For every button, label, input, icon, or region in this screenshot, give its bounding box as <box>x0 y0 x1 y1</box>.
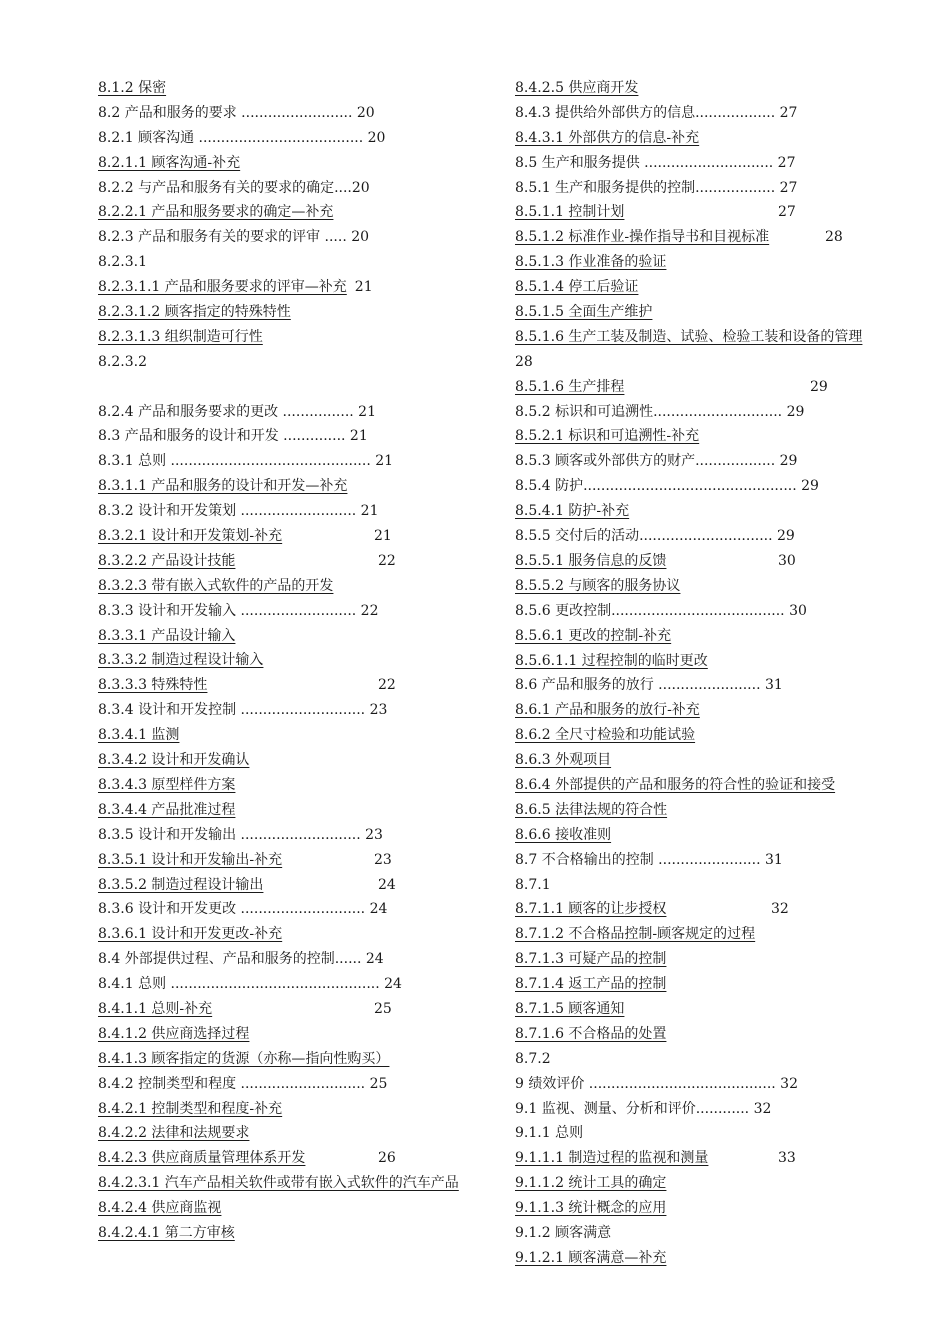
toc-link[interactable]: 8.6.4 外部提供的产品和服务的符合性的验证和接受 <box>515 776 836 793</box>
toc-entry[interactable] <box>98 773 490 798</box>
toc-entry[interactable] <box>98 275 490 300</box>
toc-entry[interactable] <box>515 375 910 400</box>
toc-text: 8.2.3 产品和服务有关的要求的评审 ..... 20 <box>98 229 370 246</box>
toc-entry <box>98 599 490 624</box>
toc-text: 9 绩效评价 .......................................... 32 <box>515 1075 798 1092</box>
toc-entry <box>98 176 490 201</box>
toc-text: 8.3.3 设计和开发输入 .......................... 22 <box>98 602 379 619</box>
toc-link[interactable]: 8.2.3.1.3 组织制造可行性 <box>98 328 263 345</box>
toc-text: 8.3.6 设计和开发更改 ............................ 24 <box>98 901 388 918</box>
toc-link[interactable]: 8.3.3.1 产品设计输入 <box>98 627 236 644</box>
toc-entry <box>98 972 490 997</box>
toc-entry[interactable] <box>515 798 910 823</box>
toc-entry[interactable] <box>98 574 490 599</box>
toc-entry[interactable] <box>515 325 910 350</box>
toc-entry <box>515 524 910 549</box>
toc-text: 8.3.4 设计和开发控制 ............................ 23 <box>98 702 388 719</box>
toc-entry[interactable] <box>515 126 910 151</box>
toc-entry <box>515 474 910 499</box>
toc-text: 8.7 不合格输出的控制 ....................... 31 <box>515 851 783 868</box>
toc-entry <box>515 673 910 698</box>
toc-link[interactable]: 8.4.2.5 供应商开发 <box>515 80 639 96</box>
toc-entry <box>515 400 910 425</box>
toc-entry <box>98 449 490 474</box>
toc-page-number: 21 <box>354 279 373 296</box>
toc-link[interactable]: 8.6.5 法律法规的符合性 <box>515 801 668 818</box>
toc-entry[interactable] <box>98 474 490 499</box>
toc-entry[interactable] <box>98 1221 490 1246</box>
toc-link[interactable]: 8.3.2.2 产品设计技能 <box>98 552 236 569</box>
toc-entry[interactable] <box>98 1196 490 1221</box>
toc-link[interactable]: 8.5.2.1 标识和可追溯性-补充 <box>515 428 700 445</box>
toc-text: 8.3.2 设计和开发策划 .......................... 21 <box>98 503 379 520</box>
toc-entry[interactable] <box>98 325 490 350</box>
toc-page-number: 23 <box>374 851 392 868</box>
toc-link[interactable]: 8.5.5.2 与顾客的服务协议 <box>515 577 681 594</box>
toc-link[interactable]: 8.3.4.2 设计和开发确认 <box>98 752 250 769</box>
toc-text: 8.2.4 产品和服务要求的更改 ................ 21 <box>98 403 376 420</box>
toc-entry[interactable] <box>515 1022 910 1047</box>
toc-link[interactable]: 8.4.2.3.1 汽车产品相关软件或带有嵌入式软件的汽车产品 <box>98 1175 459 1192</box>
toc-entry <box>515 1121 910 1146</box>
toc-entry <box>515 848 910 873</box>
toc-link[interactable]: 8.3.4.1 监测 <box>98 727 180 744</box>
toc-entry[interactable] <box>515 76 910 101</box>
toc-page-number: 28 <box>825 229 843 246</box>
toc-text: 8.5.1 生产和服务提供的控制.................. 27 <box>515 179 798 196</box>
toc-entry[interactable] <box>98 848 490 873</box>
toc-text: 8.7.2 <box>515 1050 551 1067</box>
toc-entry <box>98 1072 490 1097</box>
toc-right-column <box>515 76 910 1271</box>
toc-entry[interactable] <box>98 76 490 101</box>
toc-link[interactable]: 8.2.3.1.1 产品和服务要求的评审—补充 <box>98 279 347 296</box>
toc-link[interactable]: 8.4.3.1 外部供方的信息-补充 <box>515 129 700 146</box>
toc-entry <box>98 947 490 972</box>
toc-entry <box>515 1072 910 1097</box>
toc-text: 8.6 产品和服务的放行 ....................... 31 <box>515 677 783 694</box>
toc-entry <box>515 449 910 474</box>
toc-link[interactable]: 8.4.1.1 总则-补充 <box>98 1000 213 1017</box>
toc-link[interactable]: 8.5.1.4 停工后验证 <box>515 279 639 296</box>
toc-entry[interactable] <box>98 1047 490 1072</box>
toc-text: 9.1.2 顾客满意 <box>515 1224 612 1241</box>
toc-link[interactable]: 8.7.1.1 顾客的让步授权 <box>515 901 667 918</box>
toc-entry[interactable] <box>515 748 910 773</box>
toc-link[interactable]: 8.3.4.4 产品批准过程 <box>98 801 236 818</box>
toc-entry[interactable] <box>515 947 910 972</box>
toc-text: 8.5.3 顾客或外部供方的财产.................. 29 <box>515 453 798 470</box>
toc-link[interactable]: 8.2.1.1 顾客沟通-补充 <box>98 154 241 171</box>
toc-link[interactable]: 9.1.1.3 统计概念的应用 <box>515 1200 667 1217</box>
toc-link[interactable]: 8.7.1.4 返工产品的控制 <box>515 976 667 993</box>
toc-entry <box>98 126 490 151</box>
toc-entry[interactable] <box>515 574 910 599</box>
toc-link[interactable]: 8.3.2.1 设计和开发策划-补充 <box>98 528 283 545</box>
toc-entry <box>515 599 910 624</box>
toc-link[interactable]: 8.5.6.1 更改的控制-补充 <box>515 627 672 644</box>
toc-entry <box>98 250 490 275</box>
toc-entry[interactable] <box>515 972 910 997</box>
toc-entry[interactable] <box>98 723 490 748</box>
toc-text: 8.2.1 顾客沟通 ..................................... 20 <box>98 129 386 146</box>
toc-link[interactable]: 8.3.1.1 产品和服务的设计和开发—补充 <box>98 478 348 495</box>
toc-entry <box>98 101 490 126</box>
toc-entry <box>515 350 910 375</box>
toc-entry[interactable] <box>98 200 490 225</box>
toc-entry[interactable] <box>515 499 910 524</box>
toc-page-number: 30 <box>778 552 796 569</box>
toc-link[interactable]: 8.6.3 外观项目 <box>515 752 612 769</box>
toc-entry[interactable] <box>98 524 490 549</box>
toc-entry <box>98 400 490 425</box>
toc-entry[interactable] <box>515 649 910 674</box>
toc-entry[interactable] <box>515 698 910 723</box>
toc-link[interactable]: 8.3.4.3 原型样件方案 <box>98 776 236 793</box>
toc-entry[interactable] <box>98 1097 490 1122</box>
toc-entry <box>98 698 490 723</box>
toc-entry[interactable] <box>515 773 910 798</box>
toc-link[interactable]: 8.5.1.1 控制计划 <box>515 204 625 221</box>
toc-page-number: 22 <box>378 677 396 694</box>
toc-entry <box>515 101 910 126</box>
toc-left-column <box>98 76 490 1246</box>
toc-link[interactable]: 8.6.6 接收准则 <box>515 826 612 843</box>
toc-entry[interactable] <box>515 624 910 649</box>
toc-entry <box>98 424 490 449</box>
toc-link[interactable]: 8.5.1.5 全面生产维护 <box>515 304 653 321</box>
toc-entry[interactable] <box>98 300 490 325</box>
toc-link[interactable]: 8.4.2.4.1 第二方审核 <box>98 1224 235 1241</box>
toc-entry[interactable] <box>515 424 910 449</box>
toc-link[interactable]: 8.5.1.6 生产工装及制造、试验、检验工装和设备的管理 <box>515 328 863 345</box>
toc-entry[interactable] <box>515 250 910 275</box>
toc-entry[interactable] <box>515 200 910 225</box>
toc-entry <box>98 375 490 400</box>
toc-entry[interactable] <box>98 1146 490 1171</box>
toc-entry[interactable] <box>515 1196 910 1221</box>
toc-link[interactable]: 8.4.2.4 供应商监视 <box>98 1200 222 1217</box>
toc-entry <box>98 499 490 524</box>
toc-page-number: 24 <box>378 876 396 893</box>
toc-text: 8.4.2 控制类型和程度 ............................ 25 <box>98 1075 388 1092</box>
toc-entry[interactable] <box>98 997 490 1022</box>
toc-page-number: 32 <box>771 901 789 918</box>
toc-entry <box>515 1097 910 1122</box>
toc-link[interactable]: 8.1.2 保密 <box>98 80 167 96</box>
toc-entry <box>515 151 910 176</box>
toc-entry <box>98 897 490 922</box>
toc-text: 8.7.1 <box>515 876 551 893</box>
toc-page-number: 25 <box>374 1000 392 1017</box>
toc-link[interactable]: 9.1.1.1 制造过程的监视和测量 <box>515 1150 709 1167</box>
toc-page-number: 27 <box>778 204 796 221</box>
toc-text: 8.2 产品和服务的要求 ......................... 20 <box>98 104 375 121</box>
toc-link[interactable]: 8.4.2.2 法律和法规要求 <box>98 1125 250 1142</box>
toc-link[interactable]: 8.3.6.1 设计和开发更改-补充 <box>98 926 283 943</box>
toc-page-number: 21 <box>374 528 392 545</box>
toc-link[interactable]: 8.3.5.1 设计和开发输出-补充 <box>98 851 283 868</box>
toc-text: 8.3 产品和服务的设计和开发 .............. 21 <box>98 428 368 445</box>
toc-text: 8.5.6 更改控制....................................... 30 <box>515 602 807 619</box>
toc-entry[interactable] <box>98 873 490 898</box>
toc-entry[interactable] <box>98 673 490 698</box>
toc-link[interactable]: 8.3.5.2 制造过程设计输出 <box>98 876 264 893</box>
toc-text: 9.1.1 总则 <box>515 1125 584 1142</box>
toc-link[interactable]: 8.5.1.2 标准作业-操作指导书和目视标准 <box>515 229 770 246</box>
toc-entry <box>515 1221 910 1246</box>
toc-entry[interactable] <box>98 748 490 773</box>
toc-link[interactable]: 8.5.5.1 服务信息的反馈 <box>515 552 667 569</box>
toc-link[interactable]: 8.3.3.2 制造过程设计输入 <box>98 652 264 669</box>
toc-entry <box>515 873 910 898</box>
toc-text: 8.3.5 设计和开发输出 ........................... 23 <box>98 826 383 843</box>
toc-link[interactable]: 9.1.2.1 顾客满意—补充 <box>515 1249 667 1266</box>
toc-page-number: 22 <box>378 552 396 569</box>
toc-entry[interactable] <box>98 1121 490 1146</box>
toc-text: 8.5.5 交付后的活动.............................. 29 <box>515 528 795 545</box>
toc-entry[interactable] <box>98 648 490 673</box>
toc-entry <box>515 1047 910 1072</box>
toc-entry[interactable] <box>515 1246 910 1271</box>
toc-link[interactable]: 8.7.1.6 不合格品的处置 <box>515 1025 667 1042</box>
toc-text: 8.4.1 总则 ............................................... 24 <box>98 976 402 993</box>
toc-text: 28 <box>515 353 533 370</box>
toc-entry <box>98 823 490 848</box>
toc-entry[interactable] <box>515 1146 910 1171</box>
toc-link[interactable]: 8.5.1.6 生产排程 <box>515 378 625 395</box>
toc-entry[interactable] <box>98 922 490 947</box>
toc-page-number: 33 <box>778 1150 796 1167</box>
toc-link[interactable]: 8.7.1.3 可疑产品的控制 <box>515 951 667 968</box>
toc-entry[interactable] <box>515 300 910 325</box>
toc-entry[interactable] <box>515 549 910 574</box>
toc-entry[interactable] <box>515 922 910 947</box>
toc-link[interactable]: 8.6.2 全尺寸检验和功能试验 <box>515 727 696 744</box>
toc-link[interactable]: 8.4.1.2 供应商选择过程 <box>98 1025 250 1042</box>
toc-link[interactable]: 8.7.1.2 不合格品控制-顾客规定的过程 <box>515 926 756 943</box>
toc-entry[interactable] <box>98 549 490 574</box>
toc-entry[interactable] <box>515 225 910 250</box>
toc-text: 8.4.3 提供给外部供方的信息.................. 27 <box>515 104 798 121</box>
toc-link[interactable]: 9.1.1.2 统计工具的确定 <box>515 1175 667 1192</box>
toc-text: 8.2.3.2 <box>98 353 147 370</box>
toc-text: 8.5 生产和服务提供 ............................. 27 <box>515 154 796 171</box>
toc-entry[interactable] <box>98 151 490 176</box>
toc-text: 8.4 外部提供过程、产品和服务的控制...... 24 <box>98 951 384 968</box>
toc-link[interactable]: 8.2.3.1.2 顾客指定的特殊特性 <box>98 304 291 321</box>
toc-entry[interactable] <box>515 723 910 748</box>
toc-link[interactable]: 8.4.2.1 控制类型和程度-补充 <box>98 1100 283 1117</box>
toc-entry <box>98 350 490 375</box>
toc-link[interactable]: 8.7.1.5 顾客通知 <box>515 1000 625 1017</box>
toc-text: 8.3.1 总则 ............................................. 21 <box>98 453 394 470</box>
toc-entry <box>98 225 490 250</box>
toc-link[interactable]: 8.6.1 产品和服务的放行-补充 <box>515 702 700 719</box>
toc-text: 9.1 监视、测量、分析和评价............ 32 <box>515 1100 772 1117</box>
toc-entry[interactable] <box>515 1171 910 1196</box>
toc-entry[interactable] <box>98 1022 490 1047</box>
toc-entry[interactable] <box>515 997 910 1022</box>
toc-page-number: 29 <box>810 378 828 395</box>
toc-link[interactable]: 8.5.6.1.1 过程控制的临时更改 <box>515 652 708 669</box>
toc-link[interactable]: 8.4.2.3 供应商质量管理体系开发 <box>98 1150 306 1167</box>
toc-link[interactable]: 8.5.4.1 防护-补充 <box>515 503 630 520</box>
toc-text: 8.2.2 与产品和服务有关的要求的确定....20 <box>98 179 370 196</box>
toc-entry <box>515 176 910 201</box>
toc-entry[interactable] <box>515 823 910 848</box>
toc-link[interactable]: 8.2.2.1 产品和服务要求的确定—补充 <box>98 204 334 221</box>
toc-text: 8.5.4 防护................................................ 29 <box>515 478 819 495</box>
toc-text: 8.2.3.1 <box>98 254 147 271</box>
toc-text: 8.5.2 标识和可追溯性............................. 29 <box>515 403 805 420</box>
toc-entry[interactable] <box>98 1171 490 1196</box>
toc-link[interactable]: 8.3.2.3 带有嵌入式软件的产品的开发 <box>98 577 334 594</box>
toc-entry[interactable] <box>98 798 490 823</box>
toc-link[interactable]: 8.4.1.3 顾客指定的货源（亦称—指向性购买） <box>98 1050 390 1067</box>
toc-entry[interactable] <box>515 275 910 300</box>
toc-entry[interactable] <box>98 624 490 649</box>
toc-link[interactable]: 8.3.3.3 特殊特性 <box>98 677 208 694</box>
toc-entry[interactable] <box>515 897 910 922</box>
toc-link[interactable]: 8.5.1.3 作业准备的验证 <box>515 254 667 271</box>
toc-page-number: 26 <box>378 1150 396 1167</box>
